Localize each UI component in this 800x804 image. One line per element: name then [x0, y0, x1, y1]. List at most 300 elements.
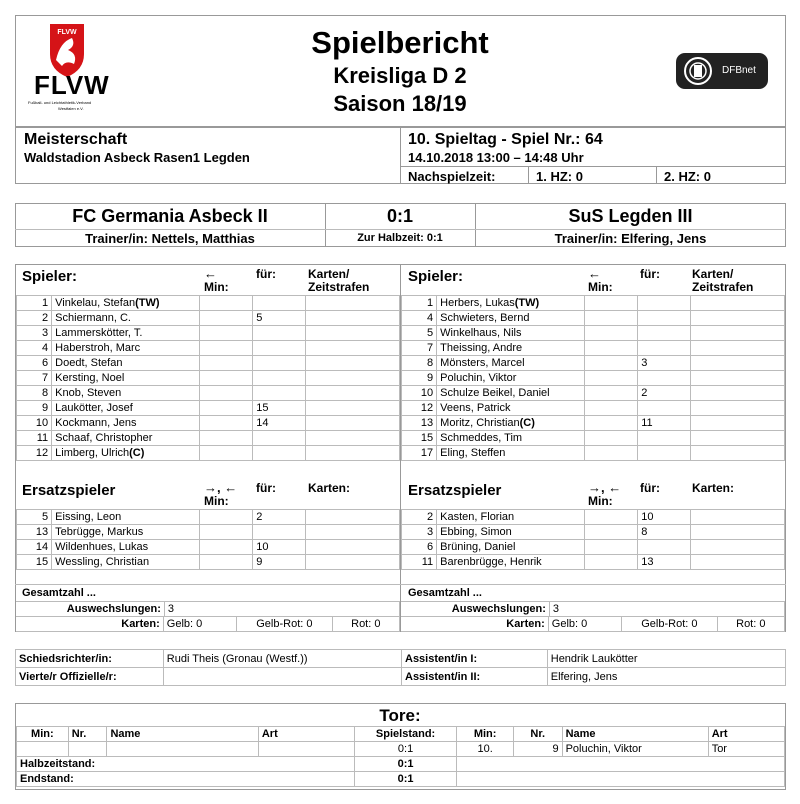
home-rot: Rot: 0 — [332, 617, 399, 632]
goal-type-label-away: Art — [708, 727, 784, 742]
extra-time-label: Nachspielzeit: — [408, 169, 496, 184]
player-name — [437, 555, 585, 570]
home-cards-total — [16, 616, 400, 632]
player-for — [253, 341, 306, 356]
home-total-label: Gesamtzahl ... — [22, 587, 96, 599]
away-sub-row — [402, 525, 785, 540]
meta-line — [400, 166, 786, 167]
player-minute — [199, 371, 252, 386]
player-number: 15 — [17, 555, 52, 570]
player-number: 13 — [402, 416, 437, 431]
player-name-text: Tebrügge, Markus — [55, 526, 144, 538]
player-number: 12 — [402, 401, 437, 416]
home-min-label: Min: — [204, 280, 229, 294]
home-for-label: für: — [256, 267, 276, 281]
halftime-empty — [457, 757, 785, 772]
player-cards — [306, 401, 400, 416]
player-name-text: Schulze Beikel, Daniel — [440, 387, 550, 399]
player-cards — [691, 401, 785, 416]
player-for — [253, 446, 306, 461]
home-gelbrot: Gelb-Rot: 0 — [237, 617, 332, 632]
away-sub-row — [402, 510, 785, 525]
away-subs-count: 3 — [549, 602, 784, 617]
away-subs-count-label: Auswechslungen: — [401, 602, 549, 617]
goal-away-name: Poluchin, Viktor — [562, 742, 708, 757]
home-player-row — [17, 386, 400, 401]
logo-subtext-2: Westfalen e.V. — [58, 106, 84, 111]
player-minute — [584, 510, 637, 525]
home-arrow-left: ← — [204, 266, 217, 281]
player-name — [437, 446, 585, 461]
home-subs-count-label: Auswechslungen: — [16, 602, 164, 617]
player-for: 2 — [638, 386, 691, 401]
away-for-label: für: — [640, 267, 660, 281]
away-player-row — [402, 326, 785, 341]
goal-name-label-away: Name — [562, 727, 708, 742]
fourth-official-label: Vierte/r Offizielle/r: — [16, 668, 164, 686]
away-min-label: Min: — [588, 280, 613, 294]
player-cards — [691, 356, 785, 371]
home-player-row — [17, 356, 400, 371]
halftime-score: Zur Halbzeit: 0:1 — [357, 232, 443, 244]
player-name — [52, 540, 200, 555]
away-subs-cards-label: Karten: — [692, 481, 735, 495]
home-player-row — [17, 311, 400, 326]
player-cards — [306, 311, 400, 326]
player-for — [253, 296, 306, 311]
meta-sep-2 — [656, 166, 657, 184]
away-totals-table — [401, 601, 785, 617]
player-number: 1 — [17, 296, 52, 311]
player-cards — [691, 555, 785, 570]
player-minute — [199, 540, 252, 555]
player-name — [52, 371, 200, 386]
goals-table — [16, 726, 785, 787]
dfbnet-label: DFBnet — [722, 65, 756, 76]
player-role-tag: (C) — [519, 417, 535, 429]
player-number: 1 — [402, 296, 437, 311]
home-gelb: Gelb: 0 — [163, 617, 236, 632]
player-name — [52, 416, 200, 431]
player-name — [437, 371, 585, 386]
player-name-text: Veens, Patrick — [440, 402, 511, 414]
away-player-row — [402, 431, 785, 446]
player-for — [253, 371, 306, 386]
goals-heading: Tore: — [379, 706, 421, 725]
player-name — [52, 386, 200, 401]
player-for — [638, 401, 691, 416]
halftime-score-value: 0:1 — [354, 757, 456, 772]
player-for: 14 — [253, 416, 306, 431]
away-subs-table — [401, 509, 785, 570]
logo-subtext-1: Fußball- und Leichtathletik-Verband — [28, 100, 92, 105]
player-for — [638, 431, 691, 446]
player-for — [253, 356, 306, 371]
player-role-tag: (C) — [129, 447, 145, 459]
away-player-row — [402, 401, 785, 416]
player-name — [437, 525, 585, 540]
final-score: 0:1 — [386, 206, 413, 226]
referee-name: Rudi Theis (Gronau (Westf.)) — [163, 650, 401, 668]
player-minute — [199, 416, 252, 431]
player-name — [52, 356, 200, 371]
player-number: 8 — [402, 356, 437, 371]
goal-score-label: Spielstand: — [354, 727, 456, 742]
player-number: 14 — [17, 540, 52, 555]
player-for: 8 — [638, 525, 691, 540]
home-subs-for-label: für: — [256, 481, 276, 495]
player-number: 10 — [17, 416, 52, 431]
goal-type-label-home: Art — [258, 727, 354, 742]
player-cards — [306, 510, 400, 525]
home-cards-label: Karten: — [16, 617, 163, 632]
player-number: 7 — [17, 371, 52, 386]
home-cards-label-2: Zeitstrafen — [308, 280, 370, 294]
player-number: 10 — [402, 386, 437, 401]
home-sub-row — [17, 525, 400, 540]
player-name-text: Kersting, Noel — [55, 372, 125, 384]
player-cards — [306, 540, 400, 555]
player-cards — [306, 555, 400, 570]
player-name-text: Moritz, Christian — [440, 417, 520, 429]
match-line — [15, 229, 786, 230]
player-number: 7 — [402, 341, 437, 356]
assistant2-label: Assistent/in II: — [402, 668, 548, 686]
player-minute — [199, 446, 252, 461]
player-minute — [199, 356, 252, 371]
player-for: 13 — [638, 555, 691, 570]
player-name-text: Eling, Steffen — [440, 447, 506, 459]
player-minute — [199, 341, 252, 356]
player-number: 2 — [17, 311, 52, 326]
player-name-text: Ebbing, Simon — [440, 526, 512, 538]
home-player-row — [17, 341, 400, 356]
away-player-row — [402, 446, 785, 461]
away-subs-arrows: →, ← — [588, 480, 622, 495]
player-minute — [199, 311, 252, 326]
home-player-row — [17, 326, 400, 341]
player-minute — [584, 356, 637, 371]
player-name-text: Schwieters, Bernd — [440, 312, 530, 324]
player-name-text: Doedt, Stefan — [55, 357, 123, 369]
page-title: Spielbericht — [311, 25, 489, 60]
player-name-text: Mönsters, Marcel — [440, 357, 525, 369]
home-players-heading: Spieler: — [22, 268, 78, 285]
player-cards — [306, 356, 400, 371]
away-subs-heading: Ersatzspieler — [408, 482, 502, 499]
player-cards — [306, 446, 400, 461]
player-name-text: Lammerskötter, T. — [55, 327, 143, 339]
player-cards — [306, 416, 400, 431]
extra-time-ht1: 1. HZ: 0 — [536, 169, 583, 184]
final-score-value: 0:1 — [354, 772, 456, 787]
player-name — [437, 540, 585, 555]
player-name-text: Haberstroh, Marc — [55, 342, 141, 354]
player-number: 5 — [17, 510, 52, 525]
goal-away-min: 10. — [457, 742, 514, 757]
away-sub-row — [402, 540, 785, 555]
player-name — [52, 446, 200, 461]
player-name — [52, 401, 200, 416]
dfbnet-logo — [676, 53, 768, 89]
final-score-label: Endstand: — [17, 772, 355, 787]
player-name — [52, 341, 200, 356]
player-minute — [584, 555, 637, 570]
home-sub-row — [17, 555, 400, 570]
player-cards — [691, 431, 785, 446]
player-minute — [199, 401, 252, 416]
away-player-row — [402, 296, 785, 311]
player-minute — [584, 446, 637, 461]
goal-away-type: Tor — [708, 742, 784, 757]
player-for — [638, 326, 691, 341]
away-gelb: Gelb: 0 — [548, 617, 621, 632]
player-cards — [306, 326, 400, 341]
home-subs-min-label: Min: — [204, 494, 229, 508]
player-for — [638, 341, 691, 356]
away-team: SuS Legden III — [568, 206, 693, 226]
player-name-text: Poluchin, Viktor — [440, 372, 517, 384]
player-number: 13 — [17, 525, 52, 540]
goal-home-nr — [68, 742, 107, 757]
player-name — [52, 431, 200, 446]
player-minute — [199, 386, 252, 401]
player-number: 6 — [402, 540, 437, 555]
player-minute — [584, 311, 637, 326]
player-for — [253, 386, 306, 401]
player-cards — [306, 371, 400, 386]
player-minute — [199, 326, 252, 341]
player-cards — [306, 386, 400, 401]
player-name-text: Theissing, Andre — [440, 342, 523, 354]
player-number: 12 — [17, 446, 52, 461]
player-number: 6 — [17, 356, 52, 371]
home-player-row — [17, 446, 400, 461]
player-name — [52, 296, 200, 311]
player-for — [638, 371, 691, 386]
player-role-tag: (TW) — [514, 297, 540, 309]
player-name-text: Herbers, Lukas — [440, 297, 515, 309]
home-player-row — [17, 401, 400, 416]
player-for — [638, 311, 691, 326]
away-subs-for-label: für: — [640, 481, 660, 495]
player-for: 10 — [638, 510, 691, 525]
player-cards — [306, 296, 400, 311]
season-title: Saison 18/19 — [333, 91, 467, 116]
player-name — [437, 356, 585, 371]
away-sub-row — [402, 555, 785, 570]
player-name — [52, 311, 200, 326]
goal-min-label-home: Min: — [17, 727, 69, 742]
player-minute — [584, 296, 637, 311]
away-coach: Trainer/in: Elfering, Jens — [554, 231, 707, 246]
player-cards — [306, 431, 400, 446]
player-cards — [691, 311, 785, 326]
player-name-text: Barenbrügge, Henrik — [440, 556, 542, 568]
player-cards — [691, 341, 785, 356]
player-number: 15 — [402, 431, 437, 446]
player-cards — [691, 540, 785, 555]
away-cards-total — [401, 616, 785, 632]
home-sub-row — [17, 540, 400, 555]
player-number: 3 — [17, 326, 52, 341]
player-name — [437, 416, 585, 431]
halftime-score-label: Halbzeitstand: — [17, 757, 355, 772]
player-for — [253, 525, 306, 540]
player-name-text: Limberg, Ulrich — [55, 447, 130, 459]
player-number: 5 — [402, 326, 437, 341]
player-for — [638, 446, 691, 461]
player-number: 2 — [402, 510, 437, 525]
away-players-table — [401, 295, 785, 461]
competition: Meisterschaft — [24, 131, 128, 148]
player-name-text: Winkelhaus, Nils — [440, 327, 522, 339]
player-for — [253, 431, 306, 446]
assistant1-name: Hendrik Laukötter — [547, 650, 785, 668]
player-name — [437, 341, 585, 356]
extra-time-ht2: 2. HZ: 0 — [664, 169, 711, 184]
player-cards — [691, 525, 785, 540]
away-subs-min-label: Min: — [588, 494, 613, 508]
home-team: FC Germania Asbeck II — [72, 206, 268, 226]
player-minute — [199, 296, 252, 311]
away-player-row — [402, 311, 785, 326]
player-for: 2 — [253, 510, 306, 525]
meta-sep-1 — [528, 166, 529, 184]
player-for: 5 — [253, 311, 306, 326]
player-name-text: Wildenhues, Lukas — [55, 541, 149, 553]
meta-divider — [400, 127, 401, 184]
officials-table — [15, 649, 786, 686]
player-cards — [306, 341, 400, 356]
away-player-row — [402, 356, 785, 371]
player-name — [437, 431, 585, 446]
match-datetime: 14.10.2018 13:00 – 14:48 Uhr — [408, 150, 584, 165]
player-for: 11 — [638, 416, 691, 431]
home-coach: Trainer/in: Nettels, Matthias — [85, 231, 255, 246]
home-player-row — [17, 416, 400, 431]
player-name-text: Brüning, Daniel — [440, 541, 516, 553]
player-name — [437, 401, 585, 416]
referee-label: Schiedsrichter/in: — [16, 650, 164, 668]
goal-row — [17, 742, 785, 757]
away-total-label: Gesamtzahl ... — [408, 587, 482, 599]
player-minute — [584, 371, 637, 386]
goal-min-label-away: Min: — [457, 727, 514, 742]
player-minute — [199, 431, 252, 446]
player-number: 4 — [17, 341, 52, 356]
player-name-text: Schaaf, Christopher — [55, 432, 153, 444]
player-for — [638, 296, 691, 311]
player-minute — [584, 341, 637, 356]
player-minute — [199, 510, 252, 525]
player-number: 9 — [17, 401, 52, 416]
assistant2-name: Elfering, Jens — [547, 668, 785, 686]
home-totals-table — [16, 601, 400, 617]
player-name-text: Eissing, Leon — [55, 511, 122, 523]
away-arrow-left: ← — [588, 266, 601, 281]
away-player-row — [402, 386, 785, 401]
player-minute — [584, 326, 637, 341]
away-gelbrot: Gelb-Rot: 0 — [622, 617, 717, 632]
player-minute — [584, 416, 637, 431]
player-name — [52, 525, 200, 540]
home-player-row — [17, 431, 400, 446]
goal-nr-label-away: Nr. — [513, 727, 562, 742]
player-name-text: Kasten, Florian — [440, 511, 515, 523]
player-minute — [584, 540, 637, 555]
final-empty — [457, 772, 785, 787]
player-number: 11 — [17, 431, 52, 446]
player-number: 4 — [402, 311, 437, 326]
player-for — [253, 326, 306, 341]
player-cards — [691, 326, 785, 341]
goal-nr-label-home: Nr. — [68, 727, 107, 742]
player-cards — [691, 416, 785, 431]
player-cards — [306, 525, 400, 540]
goal-home-type — [258, 742, 354, 757]
player-name-text: Wessling, Christian — [55, 556, 150, 568]
fourth-official-name — [163, 668, 401, 686]
home-subs-count: 3 — [164, 602, 399, 617]
home-subs-heading: Ersatzspieler — [22, 482, 116, 499]
goal-running-score: 0:1 — [354, 742, 456, 757]
player-cards — [691, 371, 785, 386]
venue: Waldstadion Asbeck Rasen1 Legden — [24, 150, 250, 165]
away-player-row — [402, 341, 785, 356]
home-cards-label-1: Karten/ — [308, 267, 350, 281]
home-player-row — [17, 371, 400, 386]
player-minute — [199, 555, 252, 570]
player-for: 10 — [253, 540, 306, 555]
player-minute — [584, 431, 637, 446]
player-name-text: Schiermann, C. — [55, 312, 131, 324]
away-cards-label: Karten: — [401, 617, 548, 632]
player-cards — [691, 446, 785, 461]
player-name — [52, 510, 200, 525]
player-name — [52, 326, 200, 341]
player-minute — [584, 525, 637, 540]
home-players-table — [16, 295, 400, 461]
away-players-heading: Spieler: — [408, 268, 464, 285]
player-name-text: Kockmann, Jens — [55, 417, 137, 429]
player-number: 8 — [17, 386, 52, 401]
player-number: 9 — [402, 371, 437, 386]
player-name-text: Knob, Steven — [55, 387, 122, 399]
player-name — [437, 296, 585, 311]
player-number: 3 — [402, 525, 437, 540]
away-rot: Rot: 0 — [717, 617, 784, 632]
away-player-row — [402, 371, 785, 386]
player-name — [52, 555, 200, 570]
logo-text: FLVW — [34, 70, 110, 100]
player-name — [437, 326, 585, 341]
player-number: 17 — [402, 446, 437, 461]
home-subs-cards-label: Karten: — [308, 481, 351, 495]
player-name — [437, 386, 585, 401]
player-number: 11 — [402, 555, 437, 570]
player-role-tag: (TW) — [135, 297, 160, 309]
goal-home-name — [107, 742, 258, 757]
player-minute — [584, 386, 637, 401]
goal-name-label-home: Name — [107, 727, 258, 742]
player-cards — [691, 510, 785, 525]
goal-home-min — [17, 742, 69, 757]
goal-away-nr: 9 — [513, 742, 562, 757]
player-minute — [584, 401, 637, 416]
player-for: 9 — [253, 555, 306, 570]
player-cards — [691, 386, 785, 401]
